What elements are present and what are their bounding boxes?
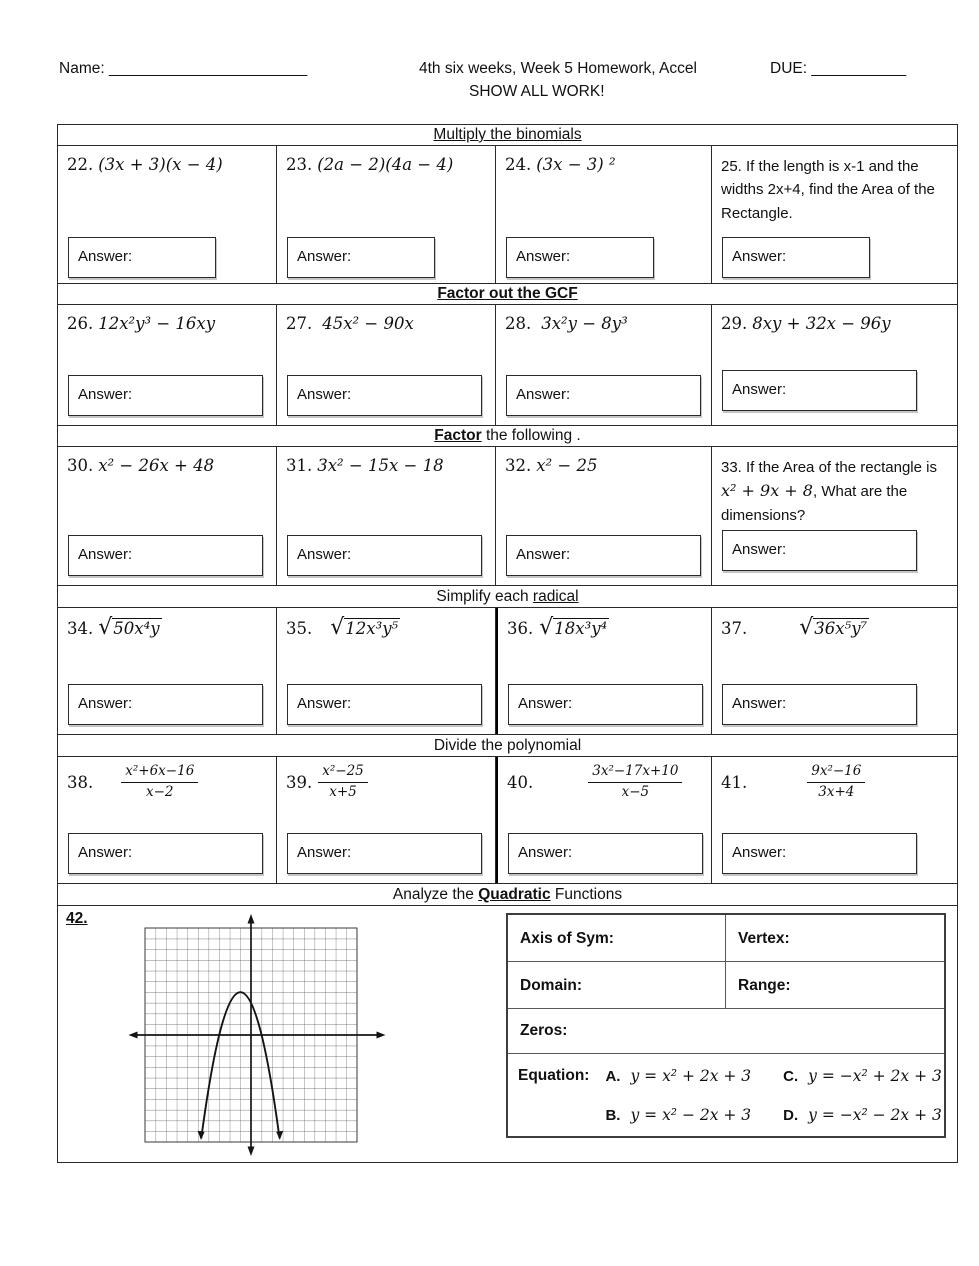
problem-31-statement: 31. 3x² − 15x − 18 (286, 456, 444, 475)
option-a-letter[interactable]: A. (605, 1068, 621, 1085)
option-d-letter[interactable]: D. (783, 1107, 799, 1124)
section-title: Factor out the GCF (437, 285, 578, 302)
problem-32-cell (496, 447, 712, 585)
problem-33-cell (712, 447, 956, 585)
option-a-equation[interactable]: y = x² + 2x + 3 (630, 1067, 752, 1085)
answer-box-40[interactable]: Answer: (508, 833, 703, 874)
answer-box-24[interactable]: Answer: (506, 237, 654, 278)
problem-35-statement: 35. √12x³y⁵ (286, 615, 399, 640)
page-title: 4th six weeks, Week 5 Homework, Accel (419, 60, 697, 77)
section-header-gcf (58, 284, 957, 305)
x-axis-left-arrow-icon (129, 1032, 138, 1039)
answer-box-31[interactable]: Answer: (287, 535, 482, 576)
answer-box-26[interactable]: Answer: (68, 375, 263, 416)
problem-27-statement: 27. 45x² − 90x (286, 314, 414, 333)
problem-row-38-41 (58, 757, 957, 884)
vertex-field[interactable]: Vertex: (738, 930, 790, 947)
section-title: Analyze the Quadratic Functions (392, 885, 623, 903)
problem-28-statement: 28. 3x²y − 8y³ (505, 314, 628, 333)
problem-23-statement: 23. (2a − 2)(4a − 4) (286, 155, 454, 174)
section-header-divide (58, 735, 957, 757)
radical-sign: √ (330, 615, 345, 640)
problem-35-cell (277, 608, 496, 734)
answer-box-30[interactable]: Answer: (68, 535, 263, 576)
option-b-letter[interactable]: B. (605, 1107, 621, 1124)
option-d-equation[interactable]: y = −x² − 2x + 3 (808, 1106, 942, 1124)
name-field[interactable]: Name: _______________________ (59, 60, 308, 77)
answer-box-36[interactable]: Answer: (508, 684, 703, 725)
problem-25-cell (712, 146, 956, 283)
analysis-row-3 (508, 1009, 944, 1054)
answer-box-38[interactable]: Answer: (68, 833, 263, 874)
answer-box-34[interactable]: Answer: (68, 684, 263, 725)
section-header-analyze (58, 884, 957, 906)
problem-22-cell (58, 146, 277, 283)
problem-27-cell (277, 305, 496, 425)
problem-42-number: 42. (66, 910, 88, 927)
radical-sign: √ (799, 615, 814, 640)
worksheet-table (57, 124, 958, 1163)
answer-box-41[interactable]: Answer: (722, 833, 917, 874)
section-header-simplify (58, 586, 957, 608)
answer-box-27[interactable]: Answer: (287, 375, 482, 416)
y-axis-top-arrow-icon (248, 914, 255, 924)
analysis-row-2 (508, 962, 944, 1009)
zeros-field[interactable]: Zeros: (520, 1022, 568, 1039)
problem-31-cell (277, 447, 496, 585)
problem-34-cell (58, 608, 277, 734)
due-field[interactable]: DUE: ___________ (770, 60, 907, 77)
problem-30-cell (58, 447, 277, 585)
problem-26-statement: 26. 12x²y³ − 16xy (67, 314, 216, 333)
answer-box-28[interactable]: Answer: (506, 375, 701, 416)
parabola-graph (124, 910, 390, 1162)
analysis-row-1 (508, 915, 944, 962)
equation-label: Equation: (518, 1067, 590, 1084)
problem-41-cell (712, 757, 956, 883)
answer-box-22[interactable]: Answer: (68, 237, 216, 278)
answer-box-32[interactable]: Answer: (506, 535, 701, 576)
problem-24-statement: 24. (3x − 3) ² (505, 155, 616, 174)
answer-box-33[interactable]: Answer: (722, 530, 917, 571)
answer-box-35[interactable]: Answer: (287, 684, 482, 725)
problem-34-statement: 34. √50x⁴y (67, 615, 160, 640)
answer-box-23[interactable]: Answer: (287, 237, 435, 278)
problem-40-statement: 40. $\frac{\text{3x²−17x+10}}{x-5}$ (498, 757, 711, 801)
problem-39-statement: 39. $\frac{\text{x²−25}}{x+5}$ (277, 757, 495, 801)
problem-36-statement: 36. √18x³y⁴ (507, 615, 608, 640)
problem-40-cell (496, 757, 712, 883)
equation-options (605, 1067, 941, 1133)
option-b-equation[interactable]: y = x² − 2x + 3 (630, 1106, 752, 1124)
problem-25-statement: 25. If the length is x-1 and the widths 2x+4, find the Area of the Rectangle. (721, 158, 935, 222)
problem-39-cell (277, 757, 496, 883)
problem-row-26-29 (58, 305, 957, 426)
section-title: Multiply the binomials (433, 126, 582, 143)
x-axis-right-arrow-icon (377, 1032, 386, 1039)
problem-41-statement: 41. $\frac{\text{9x²−16}}{3x+4}$ (712, 757, 956, 801)
analysis-row-equation (508, 1054, 944, 1133)
problem-36-cell (496, 608, 712, 734)
radical-sign: √ (98, 615, 113, 640)
problem-42-cell (58, 906, 956, 1164)
problem-24-cell (496, 146, 712, 283)
radical-sign: √ (539, 615, 554, 640)
problem-29-cell (712, 305, 956, 425)
problem-37-statement: 37. √36x⁵y⁷ (721, 615, 868, 640)
option-c-letter[interactable]: C. (783, 1068, 799, 1085)
range-field[interactable]: Range: (738, 977, 791, 994)
answer-box-29[interactable]: Answer: (722, 370, 917, 411)
section-header-multiply (58, 125, 957, 146)
page-subtitle: SHOW ALL WORK! (469, 83, 605, 100)
problem-row-30-33 (58, 447, 957, 586)
problem-23-cell (277, 146, 496, 283)
problem-row-34-37 (58, 608, 957, 735)
option-c-equation[interactable]: y = −x² + 2x + 3 (808, 1067, 942, 1085)
section-title: Divide the polynomial (433, 736, 582, 754)
problem-row-42 (58, 906, 957, 1164)
problem-32-statement: 32. x² − 25 (505, 456, 598, 475)
answer-box-39[interactable]: Answer: (287, 833, 482, 874)
problem-26-cell (58, 305, 277, 425)
answer-box-25[interactable]: Answer: (722, 237, 870, 278)
problem-30-statement: 30. x² − 26x + 48 (67, 456, 215, 475)
problem-29-statement: 29. 8xy + 32x − 96y (721, 314, 891, 333)
problem-row-22-25 (58, 146, 957, 284)
problem-28-cell (496, 305, 712, 425)
axis-of-sym-field[interactable]: Axis of Sym: (508, 915, 726, 961)
section-header-factor (58, 426, 957, 447)
problem-33-statement: 33. If the Area of the rectangle is x² + 9x + 8, What are the dimensions? (721, 459, 937, 525)
problem-22-statement: 22. (3x + 3)(x − 4) (67, 155, 223, 174)
problem-38-cell (58, 757, 277, 883)
section-title: Simplify each radical (436, 587, 579, 605)
problem-37-cell (712, 608, 956, 734)
answer-box-37[interactable]: Answer: (722, 684, 917, 725)
quadratic-analysis-table (506, 913, 946, 1138)
domain-field[interactable]: Domain: (508, 962, 726, 1008)
y-axis-bottom-arrow-icon (248, 1147, 255, 1157)
section-title: Factor the following . (434, 427, 581, 444)
problem-38-statement: 38. $\frac{\text{x²+6x−16}}{x-2}$ (58, 757, 276, 801)
